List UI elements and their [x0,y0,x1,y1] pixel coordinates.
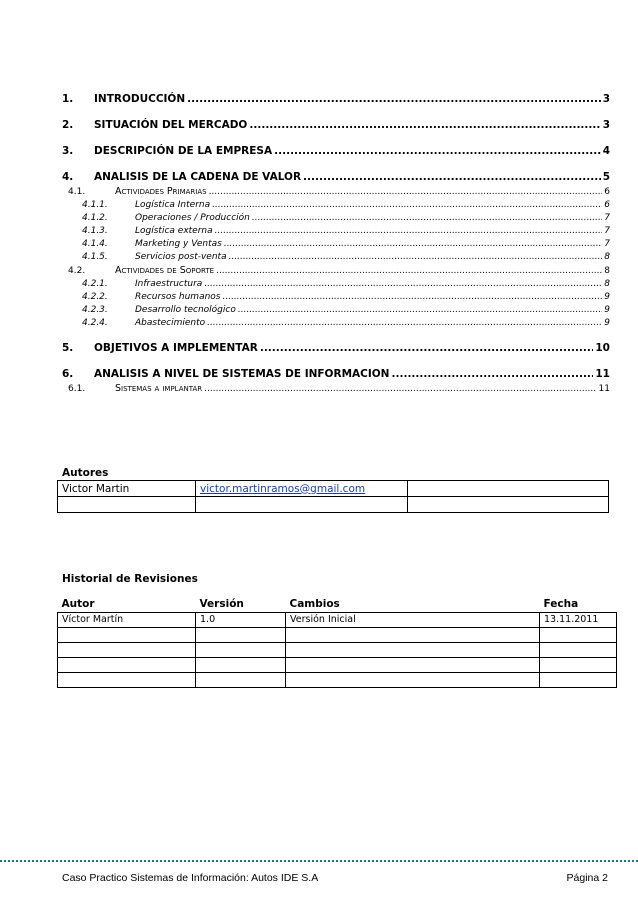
footer-divider [0,860,638,862]
toc-entry[interactable] [62,211,610,224]
toc-entry-page: 6 [604,187,610,197]
table-cell [58,497,196,513]
toc-entry-page: 7 [604,226,610,236]
toc-entry-title: Actividades Primarias [115,186,207,197]
table-cell [286,628,540,643]
toc-entry-number: 6.1. [68,384,86,394]
table-cell [196,497,408,513]
toc-entry-title: Sistemas a implantar [115,383,203,394]
toc-leader-dots [260,341,594,355]
toc-leader-dots [204,278,602,290]
table-cell [540,628,617,643]
toc-leader-dots [391,367,593,381]
toc-entry[interactable] [62,277,610,290]
table-cell [540,643,617,658]
toc-leader-dots [303,170,601,184]
toc-entry-page: 8 [604,252,610,262]
table-row [58,613,617,628]
table-row [58,658,617,673]
toc-entry-title: DESCRIPCIÓN DE LA EMPRESA [94,145,273,157]
table-cell [196,658,286,673]
toc-entry[interactable] [62,263,610,277]
toc-entry-page: 7 [604,213,610,223]
page-footer [62,872,608,884]
toc-entry-number: 1. [62,93,74,105]
toc-entry-number: 5. [62,342,74,354]
table-row [58,643,617,658]
table-cell [196,628,286,643]
table-cell [58,658,196,673]
column-header-author: Autor [58,598,196,613]
toc-entry-page: 11 [598,384,610,394]
toc-entry-number: 4.2.4. [82,318,108,328]
table-cell [540,673,617,688]
toc-leader-dots [224,238,602,250]
toc-entry[interactable] [62,224,610,237]
toc-leader-dots [204,383,596,395]
toc-leader-dots [274,144,601,158]
toc-leader-dots [238,304,602,316]
toc-entry-title: Actividades de Soporte [115,265,215,276]
toc-leader-dots [215,225,603,237]
toc-leader-dots [209,186,603,198]
toc-entry-number: 4.1.4. [82,239,108,249]
toc-entry-number: 2. [62,119,74,131]
toc-entry[interactable] [62,132,610,158]
table-row [58,497,609,513]
toc-entry-page: 10 [595,342,610,354]
column-header-changes: Cambios [286,598,540,613]
toc-entry[interactable] [62,158,610,184]
authors-table [57,480,609,513]
toc-leader-dots [216,265,602,277]
toc-entry-number: 4.1.5. [82,252,108,262]
toc-entry-page: 8 [604,279,610,289]
toc-entry[interactable] [62,316,610,329]
table-of-contents [62,80,610,395]
toc-entry-number: 4.2.2. [82,292,108,302]
toc-entry[interactable] [62,106,610,132]
toc-entry[interactable] [62,184,610,198]
toc-entry-title: SITUACIÓN DEL MERCADO [94,119,248,131]
toc-entry-title: Marketing y Ventas [135,239,222,249]
toc-entry-number: 4.1.3. [82,226,108,236]
toc-entry-number: 4. [62,171,74,183]
table-cell [196,673,286,688]
toc-entry-title: ANALISIS A NIVEL DE SISTEMAS DE INFORMACION [94,368,390,380]
toc-entry-title: Logística externa [135,226,213,236]
toc-entry-title: INTRODUCCIÓN [94,93,186,105]
author-name: Victor Martin [58,481,196,497]
table-cell: 13.11.2011 [540,613,617,628]
toc-entry-number: 4.1. [68,187,86,197]
table-cell [196,643,286,658]
toc-entry-title: Servicios post-venta [135,252,227,262]
toc-entry-title: ANALISIS DE LA CADENA DE VALOR [94,171,302,183]
table-row [58,481,609,497]
toc-entry-number: 4.1.2. [82,213,108,223]
author-extra [408,481,609,497]
footer-page-number: Página 2 [566,872,608,884]
toc-leader-dots [187,92,601,106]
toc-leader-dots [249,118,600,132]
table-cell [286,658,540,673]
toc-entry-page: 9 [604,318,610,328]
table-header-row [58,598,617,613]
toc-entry[interactable] [62,237,610,250]
revisions-table [57,598,617,688]
toc-entry-page: 5 [602,171,610,183]
toc-entry[interactable] [62,80,610,106]
toc-entry-number: 6. [62,368,74,380]
toc-leader-dots [252,212,602,224]
toc-entry-number: 4.2.3. [82,305,108,315]
toc-entry-page: 6 [604,200,610,210]
toc-entry[interactable] [62,329,610,355]
table-cell: 1.0 [196,613,286,628]
authors-heading: Autores [62,467,109,479]
toc-entry-page: 11 [595,368,610,380]
toc-entry-title: Infraestructura [135,279,203,289]
table-row [58,628,617,643]
toc-entry-number: 4.2. [68,266,86,276]
toc-entry-title: Logística Interna [135,200,211,210]
toc-entry[interactable] [62,355,610,381]
toc-entry[interactable] [62,290,610,303]
footer-document-title: Caso Practico Sistemas de Información: Autos IDE S.A [62,872,319,884]
toc-entry[interactable] [62,250,610,263]
toc-entry[interactable] [62,303,610,316]
toc-entry-page: 8 [604,266,610,276]
toc-entry-title: Desarrollo tecnológico [135,305,236,315]
table-cell [58,643,196,658]
toc-entry-title: Abastecimiento [135,318,206,328]
toc-leader-dots [207,317,602,329]
toc-entry-number: 4.1.1. [82,200,108,210]
table-cell: Versión Inicial [286,613,540,628]
table-row [58,673,617,688]
toc-leader-dots [212,199,602,211]
table-cell [58,628,196,643]
toc-entry-page: 7 [604,239,610,249]
table-cell [408,497,609,513]
revisions-heading: Historial de Revisiones [62,573,198,585]
toc-entry-title: Recursos humanos [135,292,221,302]
toc-entry[interactable] [62,198,610,211]
table-cell [286,673,540,688]
toc-entry-title: Operaciones / Producción [135,213,250,223]
author-email-link[interactable]: victor.martinramos@gmail.com [196,481,408,497]
toc-entry-number: 3. [62,145,74,157]
toc-entry-page: 3 [602,93,610,105]
toc-entry-page: 9 [604,292,610,302]
table-cell [58,673,196,688]
table-cell [286,643,540,658]
toc-entry[interactable] [62,381,610,395]
toc-entry-page: 9 [604,305,610,315]
toc-entry-title: OBJETIVOS A IMPLEMENTAR [94,342,258,354]
column-header-version: Versión [196,598,286,613]
table-cell: Víctor Martín [58,613,196,628]
toc-leader-dots [222,291,602,303]
table-cell [540,658,617,673]
column-header-date: Fecha [540,598,617,613]
toc-leader-dots [229,251,603,263]
toc-entry-page: 3 [602,119,610,131]
toc-entry-page: 4 [602,145,610,157]
toc-entry-number: 4.2.1. [82,279,108,289]
